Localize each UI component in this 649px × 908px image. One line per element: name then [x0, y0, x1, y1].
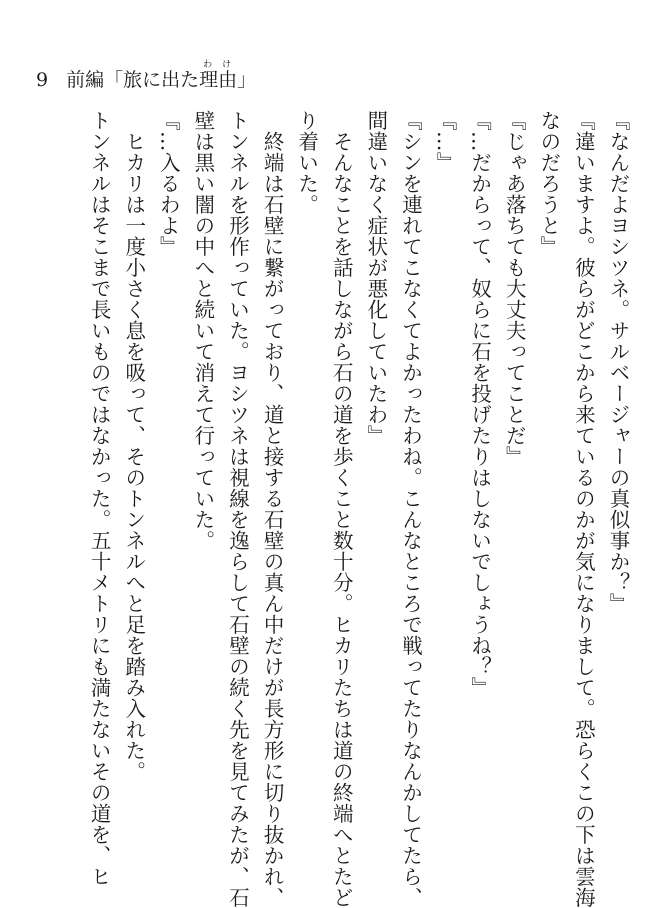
- text-line: 間違いなく症状が悪化していたわ』: [363, 110, 388, 446]
- page-number: 9: [36, 69, 49, 91]
- text-line: 『違いますよ。彼らがどこから来ているのかが気になりまして。恐らくこの下は雲海: [571, 110, 596, 908]
- chapter-title-prefix: 前編「旅に出た: [66, 69, 200, 91]
- text-line: トンネルはそこまで長いものではなかった。五十メトリにも満たないその道を、ヒ: [87, 110, 112, 887]
- chapter-title-ruby: [199, 60, 237, 92]
- text-line: トンネルを形作っていた。ヨシツネは視線を逸らして石壁の続く先を見てみたが、石: [225, 110, 250, 908]
- text-line: 終端は石壁に繋がっており、道と接する石壁の真ん中だけが長方形に切り抜かれ、: [260, 110, 285, 908]
- chapter-title: [66, 60, 256, 92]
- text-line: 『じゃあ落ちても大丈夫ってことだ』: [502, 110, 527, 467]
- page-header: [36, 60, 256, 92]
- chapter-title-ruby-base: 理由: [199, 69, 238, 91]
- text-line: 『…入るわよ』: [156, 110, 181, 257]
- text-line: 『シンを連れてこなくてよかったわね。こんなところで戦ってたりなんかしてたら、: [398, 110, 423, 908]
- text-line: そんなことを話しながら石の道を歩くこと数十分。ヒカリたちは道の終端へとたど: [329, 110, 354, 908]
- text-line: なのだろうと』: [536, 110, 561, 257]
- text-line: 『…だからって、奴らに石を投げたりはしないでしょうね？』: [467, 110, 492, 698]
- text-line: 『…』: [433, 110, 458, 173]
- text-line: 壁は黒い闇の中へと続いて消えて行っていた。: [190, 110, 215, 551]
- text-line: り着いた。: [294, 110, 319, 215]
- text-line: 『なんだよヨシツネ。サルベージャーの真似事か？』: [606, 110, 630, 614]
- chapter-title-suffix: 」: [237, 69, 257, 91]
- text-line: ヒカリは一度小さく息を吸って、そのトンネルへと足を踏み入れた。: [121, 110, 146, 782]
- body-text: [82, 110, 636, 908]
- chapter-title-ruby-reading: わけ: [199, 60, 238, 70]
